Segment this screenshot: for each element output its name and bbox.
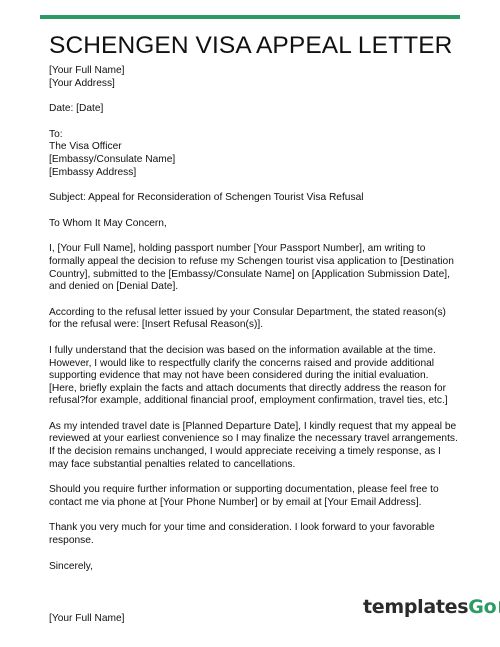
letter-date: Date: [Date] <box>49 103 104 115</box>
body-paragraph-3: I fully understand that the decision was based on the information available at the time. However, I would like to respectfully clarify the concerns raised and provide additional supporting evidence that may not have been considered during the initial evaluation. [Here, briefly explain the facts and attach documents that directly address the reason for refusal?for example, additional financial proof, employment confirmation, travel ties, etc.] <box>49 344 448 407</box>
body-paragraph-5: Should you require further information or supporting documentation, please feel free to contact me via phone at [Your Phone Number] or by email at [Your Email Address]. <box>49 484 439 508</box>
brand-wordmark <box>363 596 496 618</box>
brand-part-2: Go <box>468 596 497 618</box>
body-paragraph-6: Thank you very much for your time and consideration. I look forward to your favorable response. <box>49 522 435 547</box>
closing: Sincerely, <box>49 560 93 572</box>
recipient-to: To: <box>49 128 63 140</box>
recipient-title: The Visa Officer <box>49 141 122 153</box>
body-paragraph-2: According to the refusal letter issued by your Consular Department, the stated reason(s) for the refusal were: [Insert Refusal Reason(s)]. <box>49 306 446 331</box>
recipient-address: [Embassy Address] <box>49 166 137 178</box>
top-accent-rule <box>40 15 460 19</box>
sender-address: [Your Address] <box>49 77 115 89</box>
salutation: To Whom It May Concern, <box>49 217 167 229</box>
recipient-block <box>49 129 459 179</box>
sender-name: [Your Full Name] <box>49 65 125 76</box>
signature-name: [Your Full Name] <box>49 613 125 625</box>
sender-block <box>49 65 459 90</box>
body-paragraph-1: I, [Your Full Name], holding passport number [Your Passport Number], am writing to formally appeal the decision to refuse my Schengen tourist visa application to [Destination Country], submitted to the [Embassy/Consulate Name] on [Application Submission Date], and denied on [Denial Date]. <box>49 243 454 293</box>
body-paragraph-4: As my intended travel date is [Planned Departure Date], I kindly request that my appeal be reviewed at your earliest convenience so I may finalize the necessary travel arrangements. If the decision remains unchanged, I would appreciate receiving a timely response, as I may face substantial penalties related to cancellations. <box>49 420 458 470</box>
letter-page <box>49 33 459 626</box>
templatesgo-logo <box>363 596 500 618</box>
letter-title: SCHENGEN VISA APPEAL LETTER <box>49 32 453 59</box>
subject-line: Subject: Appeal for Reconsideration of Schengen Tourist Visa Refusal <box>49 192 364 204</box>
recipient-embassy: [Embassy/Consulate Name] <box>49 153 176 165</box>
brand-part-1: templates <box>363 596 469 618</box>
